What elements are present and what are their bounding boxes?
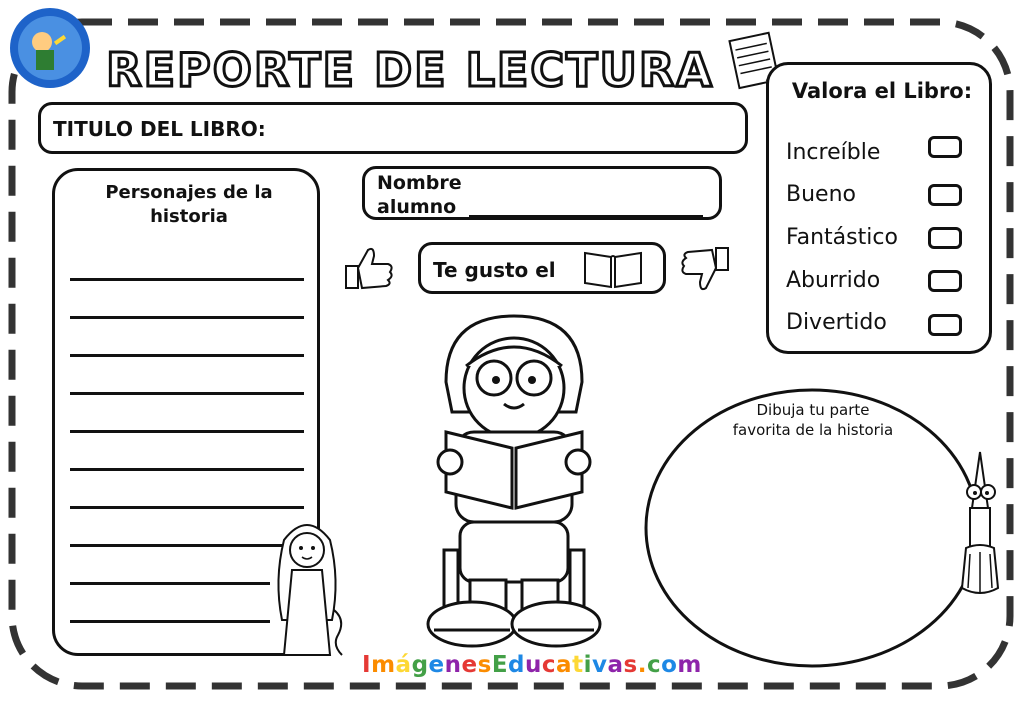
drawing-prompt-line-1: Dibuja tu parte (756, 401, 870, 419)
footer-logo-letter: s (623, 652, 638, 678)
student-name-label-1: Nombre (377, 172, 462, 194)
footer-logo-letter: m (677, 652, 702, 678)
student-name-label-2: alumno (377, 196, 457, 218)
rating-checkbox-bueno[interactable] (928, 184, 962, 206)
footer-logo-letter: u (525, 652, 542, 678)
rating-label-fantastico: Fantástico (786, 225, 898, 250)
page-title (106, 38, 714, 100)
rating-label-increible: Increíble (786, 140, 881, 165)
footer-logo-letter: o (661, 652, 678, 678)
character-line[interactable] (70, 354, 304, 357)
character-line[interactable] (70, 316, 304, 319)
footer-logo-letter: a (556, 652, 573, 678)
rating-checkbox-fantastico[interactable] (928, 227, 962, 249)
rating-checkbox-divertido[interactable] (928, 314, 962, 336)
student-name-line (469, 215, 703, 217)
footer-logo-letter: d (508, 652, 526, 678)
liked-book-field (418, 242, 666, 294)
book-title-field[interactable] (38, 102, 748, 154)
rating-checkbox-aburrido[interactable] (928, 270, 962, 292)
svg-text:REPORTE DE LECTURA: REPORTE DE LECTURA (106, 43, 714, 97)
footer-logo (362, 652, 702, 678)
rating-checkbox-increible[interactable] (928, 136, 962, 158)
footer-logo-letter: g (411, 652, 429, 678)
footer-logo-letter: c (646, 652, 662, 678)
footer-logo-letter: á (395, 652, 412, 678)
rating-label-bueno: Bueno (786, 182, 856, 207)
drawing-prompt-line-2: favorita de la historia (732, 421, 894, 439)
boy-reading-illustration (416, 312, 612, 652)
thumbs-down-icon[interactable] (676, 242, 734, 298)
footer-logo-letter: i (583, 652, 592, 678)
footer-logo-letter: v (591, 652, 608, 678)
footer-logo-letter: I (362, 652, 372, 678)
characters-label: Personajes de la historia (105, 182, 273, 227)
footer-logo-letter: E (491, 652, 509, 678)
footer-logo-letter: a (607, 652, 624, 678)
footer-logo-letter: c (541, 652, 557, 678)
character-line[interactable] (70, 468, 304, 471)
footer-logo-letter: e (461, 652, 478, 678)
liked-book-label: Te gusto el (433, 258, 556, 282)
footer-logo-letter: m (371, 652, 396, 678)
footer-logo-letter: t (572, 652, 584, 678)
paintbrush-character-icon (950, 448, 1010, 600)
rating-label-divertido: Divertido (786, 310, 887, 335)
character-line[interactable] (70, 392, 304, 395)
character-line[interactable] (70, 430, 304, 433)
footer-logo-letter: n (444, 652, 462, 678)
thumbs-up-icon[interactable] (340, 242, 398, 294)
footer-logo-letter: . (637, 652, 647, 678)
book-title-label: TITULO DEL LIBRO: (53, 117, 266, 141)
girl-illustration (262, 510, 352, 660)
student-name-field[interactable] (362, 166, 722, 220)
open-book-icon (581, 247, 645, 291)
rating-label-aburrido: Aburrido (786, 268, 881, 293)
footer-logo-letter: e (428, 652, 445, 678)
rating-title: Valora el Libro: (791, 79, 973, 103)
character-line[interactable] (70, 506, 304, 509)
character-line[interactable] (70, 278, 304, 281)
drawing-prompt (700, 400, 926, 440)
brand-badge (8, 6, 92, 90)
character-line[interactable] (70, 582, 270, 585)
character-line[interactable] (70, 620, 270, 623)
footer-logo-letter: s (477, 652, 492, 678)
